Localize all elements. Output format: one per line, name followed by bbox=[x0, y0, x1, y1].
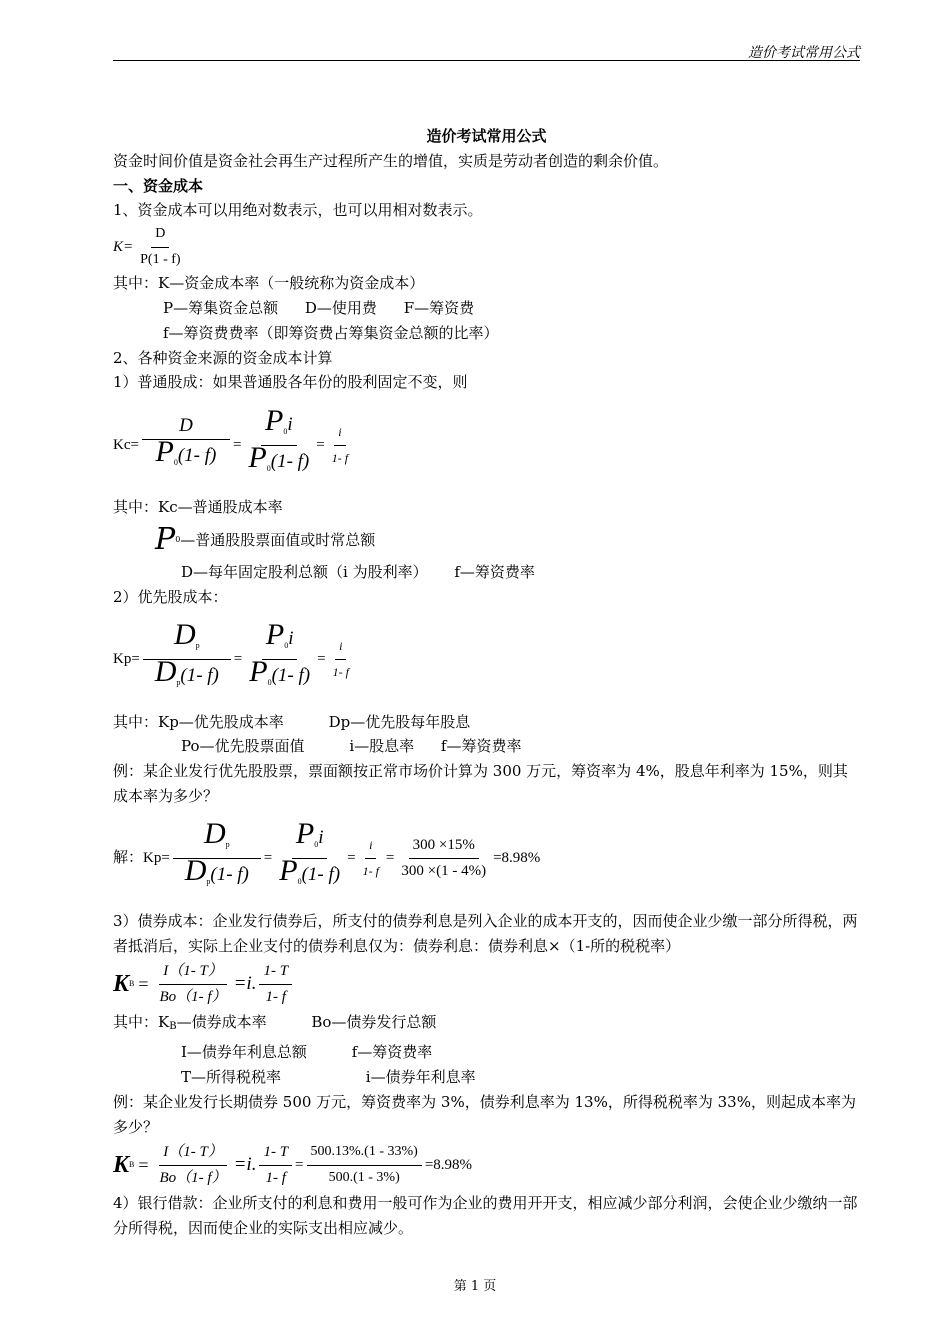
where-line bbox=[113, 734, 860, 759]
denominator: P(1 - f) bbox=[140, 251, 181, 267]
symbol-d: D bbox=[203, 817, 226, 851]
formula-solution-kp: 解：Kp= $\frac{D_p}{D_p(1- f)}$ = $\frac{P_0i}{P_0(1- f)}$ = $\frac{i}{1- f}$ = $\frac{300 \times 15\%}{300 \times(1 - 4\%)}$ =8.98% bbox=[113, 809, 860, 909]
expr: (1- f) bbox=[210, 864, 249, 886]
fraction bbox=[259, 1140, 292, 1191]
paragraph: 2）优先股成本： bbox=[113, 587, 228, 606]
expr: (1- f) bbox=[180, 665, 219, 687]
denominator: 1- f bbox=[331, 450, 349, 465]
subscript: B bbox=[129, 1159, 135, 1169]
where-item: T—所得税税率 bbox=[181, 1067, 282, 1086]
where-item: 其中：Kp—优先股成本率 bbox=[113, 712, 284, 731]
denominator: 1- f bbox=[332, 665, 349, 680]
formula-mid: =i. bbox=[233, 1153, 257, 1175]
denominator bbox=[275, 854, 344, 895]
symbol-p: P bbox=[248, 440, 267, 474]
expr: (1- f) bbox=[271, 665, 311, 687]
subscript: 0 bbox=[266, 463, 271, 473]
expr: (1- f) bbox=[177, 445, 217, 467]
denominator: Bo（1- f） bbox=[159, 1169, 227, 1186]
denominator bbox=[244, 440, 313, 482]
where-item: D—每年固定股利总额（i 为股利率） bbox=[181, 562, 428, 581]
subscript: B bbox=[129, 978, 135, 988]
subscript: p bbox=[225, 840, 230, 850]
denominator: Bo（1- f） bbox=[159, 988, 227, 1005]
expr: i bbox=[318, 827, 324, 849]
fraction bbox=[275, 817, 344, 895]
formula-lhs: K bbox=[113, 970, 130, 997]
numerator: i bbox=[335, 634, 346, 660]
expr: i bbox=[287, 413, 293, 435]
formula-kb: K B = $\frac{I(1- T)}{Bo(1- f)}$ =i. $\frac{1- T}{1- f}$ bbox=[113, 958, 860, 1010]
subscript: 0 bbox=[314, 840, 319, 850]
fraction bbox=[329, 634, 353, 685]
example-paragraph: 例：某企业发行优先股股票，票面额按正常市场价计算为 300 万元，筹资率为 4%，股息年利率为 15%，则其成本率为多少？ bbox=[113, 762, 848, 805]
fraction bbox=[307, 1140, 422, 1191]
expr: (1- f) bbox=[301, 864, 341, 886]
symbol-p: P bbox=[279, 854, 298, 888]
fraction bbox=[173, 817, 261, 895]
fraction bbox=[244, 403, 313, 482]
where-line bbox=[113, 520, 860, 560]
where-line: 其中：K—资金成本率（一般统称为资金成本） bbox=[113, 274, 425, 293]
denominator bbox=[245, 655, 314, 696]
where-line bbox=[113, 1010, 860, 1040]
where-line bbox=[113, 1040, 860, 1065]
where-item: f—筹资费率 bbox=[351, 1043, 433, 1062]
numerator: I（1- T） bbox=[159, 959, 227, 985]
numerator: D bbox=[142, 414, 230, 440]
where-item: f—筹资费率 bbox=[454, 562, 535, 581]
formula-lhs: Kp= bbox=[113, 651, 140, 668]
where-item: P—筹集资金总额 bbox=[163, 298, 279, 317]
denominator bbox=[181, 854, 253, 895]
section-heading: 一、资金成本 bbox=[113, 176, 204, 195]
subscript: p bbox=[176, 678, 181, 688]
subscript: 0 bbox=[297, 877, 302, 887]
numerator: D bbox=[151, 222, 169, 248]
formula-result: =8.98% bbox=[493, 850, 541, 867]
where-item: Bo—债券发行总额 bbox=[311, 1013, 437, 1032]
document-body bbox=[113, 124, 860, 1241]
where-line bbox=[113, 710, 860, 735]
numerator: 500.13%.(1 - 33%) bbox=[307, 1140, 422, 1166]
doc-title: 造价考试常用公式 bbox=[426, 127, 547, 145]
where-item: D—使用费 bbox=[304, 298, 377, 317]
subscript: 0 bbox=[267, 678, 272, 688]
formula-lhs: K bbox=[113, 1151, 130, 1178]
where-line bbox=[113, 296, 860, 321]
where-line bbox=[113, 1065, 860, 1090]
where-item: 其中：K bbox=[113, 1013, 170, 1032]
where-item: i—债券年利息率 bbox=[365, 1067, 476, 1086]
symbol-p: P bbox=[155, 435, 174, 469]
symbol-d: D bbox=[184, 854, 207, 888]
fraction bbox=[156, 959, 231, 1010]
where-item: f—筹资费率 bbox=[440, 737, 522, 756]
symbol-d: D bbox=[154, 655, 177, 689]
paragraph: 3）债券成本：企业发行债券后，所支付的债券利息是列入企业的成本开支的，因而使企业少缴一部分所得税，两者抵消后，实际上企业支付的债券利息仅为：债券利息：债券利息×（1-所的税税率） bbox=[113, 911, 858, 955]
formula-lhs: Kc= bbox=[113, 436, 139, 453]
where-line: f—筹资费费率（即筹资费占筹集资金总额的比率） bbox=[163, 323, 499, 342]
numerator: 300 ×15% bbox=[409, 833, 479, 859]
numerator: i bbox=[365, 833, 376, 859]
symbol-p: P bbox=[249, 655, 268, 689]
formula-mid: =i. bbox=[233, 972, 257, 994]
denominator: 1- f bbox=[362, 864, 379, 879]
denominator bbox=[151, 655, 223, 696]
symbol-p: P bbox=[265, 403, 284, 437]
paragraph: 4）银行借款：企业所支付的利息和费用一般可作为企业的费用开开支，相应减少部分利润，会使企业少缴纳一部分所得税，因而使企业的实际支出相应减少。 bbox=[113, 1194, 858, 1238]
where-item: i—股息率 bbox=[349, 737, 415, 756]
numerator: 1- T bbox=[259, 1140, 292, 1166]
numerator: I（1- T） bbox=[159, 1140, 227, 1166]
symbol-d: D bbox=[173, 618, 196, 652]
fraction bbox=[156, 1140, 231, 1191]
where-item: Po—优先股票面值 bbox=[181, 737, 305, 756]
subscript: 0 bbox=[173, 458, 178, 468]
subscript: B bbox=[169, 1021, 177, 1033]
fraction bbox=[143, 618, 231, 696]
formula-result: =8.98% bbox=[424, 1156, 473, 1173]
formula-solution-kb: K B = $\frac{I(1- T)}{Bo(1- f)}$ =i. $\frac{1- T}{1- f}$ = $\frac{500.13\%.(1 - 33\%)}{500.(1 - 3\%)}$ =8.98% bbox=[113, 1139, 860, 1191]
denominator bbox=[152, 435, 221, 476]
expr: (1- f) bbox=[270, 450, 310, 472]
fraction bbox=[359, 833, 383, 884]
page-header: 造价考试常用公式 bbox=[748, 45, 860, 61]
where-item: I—债券年利息总额 bbox=[181, 1043, 307, 1062]
numerator: i bbox=[334, 420, 345, 446]
fraction bbox=[328, 420, 352, 471]
subscript: 0 bbox=[283, 426, 288, 436]
formula-k bbox=[113, 223, 860, 271]
subscript: p bbox=[195, 641, 200, 651]
fraction bbox=[142, 414, 230, 476]
subscript: 0 bbox=[284, 641, 289, 651]
example-paragraph: 例：某企业发行长期债券 500 万元，筹资费率为 3%，债券利息率为 13%，所得税税率为 33%，则起成本率为多少？ bbox=[113, 1092, 856, 1136]
subscript: 0 bbox=[175, 534, 181, 544]
fraction bbox=[397, 833, 490, 884]
denominator: 1- f bbox=[265, 988, 286, 1005]
paragraph: 2、各种资金来源的资金成本计算 bbox=[113, 348, 333, 367]
expr: i bbox=[288, 628, 294, 650]
symbol-p: P bbox=[295, 817, 315, 851]
denominator: 500.(1 - 3%) bbox=[328, 1169, 400, 1185]
formula-lhs: K= bbox=[113, 238, 134, 255]
formula-lhs: 解：Kp= bbox=[113, 850, 170, 867]
subscript: p bbox=[206, 877, 211, 887]
where-item: —普通股股票面值或时常总额 bbox=[180, 530, 376, 549]
where-line bbox=[113, 560, 860, 585]
fraction bbox=[259, 959, 292, 1010]
symbol-p: P bbox=[155, 521, 176, 557]
page-footer: 第 1 页 bbox=[453, 1279, 497, 1294]
formula-kp: Kp= $\frac{D_p}{D_p(1- f)}$ = $\frac{P_0i}{P_0(1- f)}$ = $\frac{i}{1- f}$ bbox=[113, 610, 860, 710]
header-rule bbox=[113, 60, 860, 61]
intro-paragraph: 资金时间价值是资金社会再生产过程所产生的增值，实质是劳动者创造的剩余价值。 bbox=[113, 151, 669, 170]
where-item: —债券成本率 bbox=[176, 1013, 267, 1032]
where-item: F—筹资费 bbox=[403, 298, 475, 317]
symbol-p: P bbox=[265, 618, 285, 652]
fraction bbox=[245, 618, 314, 696]
numerator: 1- T bbox=[259, 959, 292, 985]
denominator: 300 ×(1 - 4%) bbox=[401, 863, 487, 880]
fraction bbox=[136, 222, 184, 273]
denominator: 1- f bbox=[265, 1169, 286, 1186]
where-item: Dp—优先股每年股息 bbox=[328, 712, 471, 731]
formula-kc: Kc= $\frac{D}{P_0(1- f)}$ = $\frac{P_0i}{P_0(1- f)}$ = $\frac{i}{1- f}$ bbox=[113, 395, 860, 495]
paragraph: 1）普通股成：如果普通股各年份的股利固定不变，则 bbox=[113, 373, 468, 392]
where-line: 其中：Kc—普通股成本率 bbox=[113, 498, 283, 517]
paragraph: 1、资金成本可以用绝对数表示，也可以用相对数表示。 bbox=[113, 201, 483, 220]
